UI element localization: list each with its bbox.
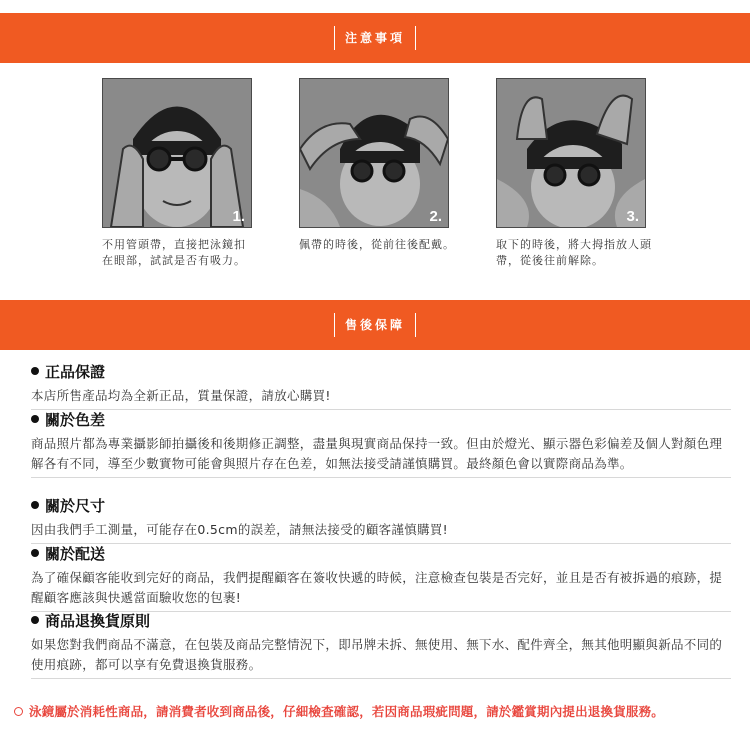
section-title: 關於配送 [45,545,106,563]
section-title: 正品保證 [45,363,106,381]
section-returns [31,611,731,679]
section-delivery [31,544,731,612]
after-sales-banner-title: 售後保障 [334,313,416,337]
footer-note-text: 泳鏡屬於消耗性商品，請消費者收到商品後，仔細檢查確認，若因商品瑕疵問題，請於鑑賞期內提出退換貨服務。 [29,704,665,719]
bullet-icon [31,367,39,375]
step-2-caption: 佩帶的時後，從前往後配戴。 [299,238,455,251]
section-genuine [31,362,731,410]
step-3-number: 3. [626,208,639,225]
goggles-strap-illustration [300,79,448,227]
section-body: 因由我們手工測量，可能存在0.5cm的誤差，請無法接受的顧客謹慎購買! [31,520,731,544]
section-body: 商品照片都為專業攝影師拍攝後和後期修正調整，盡量與現實商品保持一致。但由於燈光、顯示器色彩偏差及個人對顏色理解各有不同，導至少數實物可能會與照片存在色差，如無法接受請謹慎購買。最終顏色會以實際商品為準。 [31,434,731,478]
step-1-number: 1. [232,208,245,225]
notes-banner-title: 注意事項 [334,26,416,50]
goggles-remove-illustration [497,79,645,227]
step-1-image [102,78,252,228]
section-title: 關於尺寸 [45,497,106,515]
step-3-image [496,78,646,228]
section-body: 為了確保顧客能收到完好的商品，我們提醒顧客在簽收快遞的時候，注意檢查包裝是否完好，並且是否有被拆過的痕跡，提醒顧客應該與快遞當面驗收您的包裹! [31,568,731,612]
step-2-number: 2. [429,208,442,225]
after-sales-banner [0,300,750,350]
circle-icon [14,707,23,716]
section-color [31,410,731,478]
section-title: 關於色差 [45,411,106,429]
section-title: 商品退換貨原則 [45,612,151,630]
section-size [31,496,731,544]
bullet-icon [31,415,39,423]
step-3-caption: 取下的時後，將大拇指放人頭帶，從後往前解除。 [496,238,652,267]
footer-note [14,702,742,720]
step-1-caption: 不用管頭帶，直接把泳鏡扣在眼部，試試是否有吸力。 [102,238,246,267]
notes-banner [0,13,750,63]
section-body: 本店所售產品均為全新正品，質量保證，請放心購買! [31,386,731,410]
bullet-icon [31,549,39,557]
goggles-press-illustration [103,79,251,227]
bullet-icon [31,616,39,624]
section-body: 如果您對我們商品不滿意，在包裝及商品完整情況下，即吊牌未拆、無使用、無下水、配件齊全，無其他明顯與新品不同的使用痕跡，都可以享有免費退換貨服務。 [31,635,731,679]
step-2-image [299,78,449,228]
bullet-icon [31,501,39,509]
